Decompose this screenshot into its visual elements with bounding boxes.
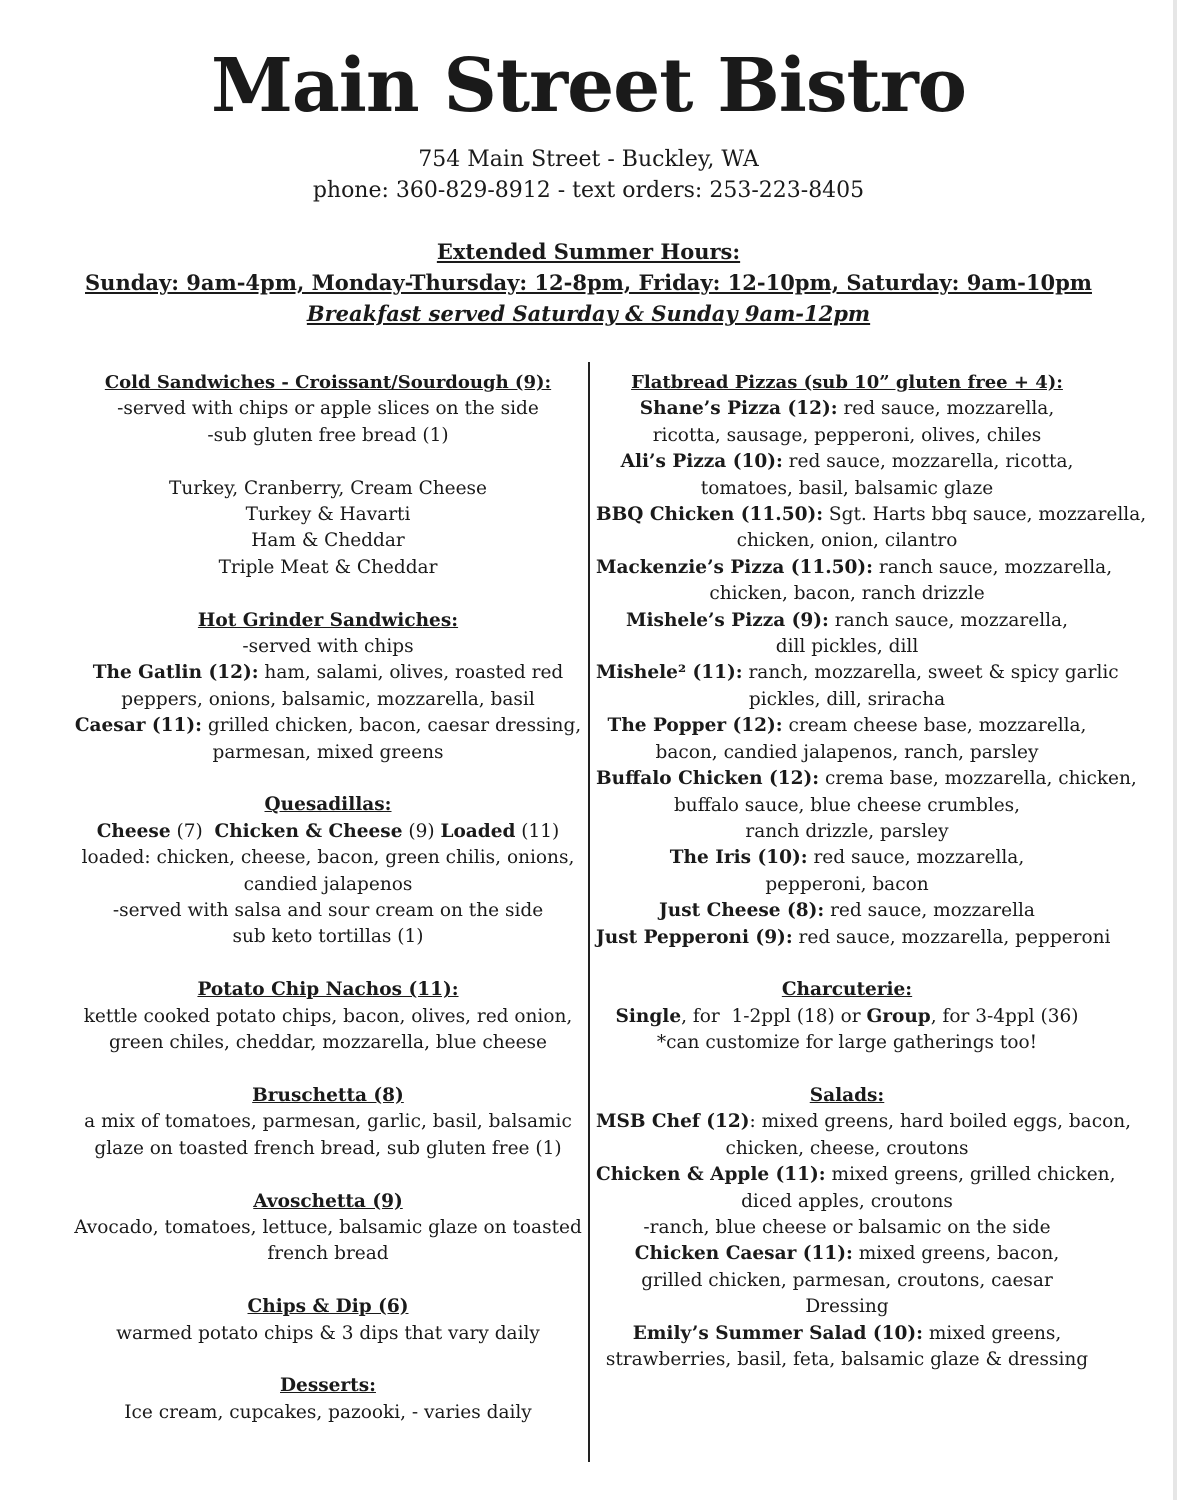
item-desc: , for 1-2ppl (18) or	[681, 1005, 867, 1027]
menu-item	[596, 845, 1098, 871]
avoschetta-section	[70, 1189, 586, 1268]
section-title: Charcuterie:	[781, 979, 913, 1001]
section-title: Desserts:	[280, 1375, 376, 1397]
section-title: Quesadillas:	[264, 794, 392, 816]
item-name: Just Cheese (8):	[659, 900, 825, 922]
item-desc: Ice cream, cupcakes, pazooki, - varies daily	[124, 1401, 532, 1423]
item-desc: : mixed greens, hard boiled eggs, bacon,	[749, 1111, 1131, 1133]
left-column	[70, 370, 586, 1453]
chips-dip-section	[70, 1294, 586, 1347]
breakfast-line: Breakfast served Saturday & Sunday 9am-12pm	[306, 301, 871, 326]
item-desc: chicken, bacon, ranch drizzle	[709, 583, 985, 605]
item-desc: Sgt. Harts bbq sauce, mozzarella,	[823, 504, 1147, 526]
section-title: Bruschetta (8)	[252, 1084, 404, 1106]
quesadillas-section	[70, 792, 586, 950]
menu-item: Ham & Cheddar	[251, 530, 405, 552]
item-desc: , for 3-4ppl (36)	[930, 1005, 1079, 1027]
section-title: Potato Chip Nachos (11):	[197, 979, 459, 1001]
item-desc: ranch drizzle, parsley	[745, 820, 949, 842]
item-desc: grilled chicken, parmesan, croutons, caesar	[641, 1269, 1053, 1291]
cold-sandwiches-section	[70, 370, 586, 581]
item-name: Group	[866, 1005, 931, 1027]
item-desc: red sauce, mozzarella,	[807, 847, 1025, 869]
item-name: The Gatlin (12):	[92, 662, 259, 684]
item-desc: strawberries, basil, feta, balsamic glaze & dressing	[605, 1349, 1089, 1370]
desserts-section	[70, 1373, 586, 1426]
item-desc: chicken, cheese, croutons	[725, 1137, 969, 1159]
item-desc: ranch sauce, mozzarella,	[828, 609, 1068, 631]
restaurant-title: Main Street Bistro	[210, 43, 967, 129]
salads-section	[596, 1083, 1131, 1373]
item-desc: green chiles, cheddar, mozzarella, blue cheese	[109, 1032, 547, 1054]
item-name: Mishele’s Pizza (9):	[626, 609, 829, 631]
menu-item	[70, 660, 586, 686]
item-name: Caesar (11):	[74, 715, 202, 737]
item-desc: bacon, candied jalapenos, ranch, parsley	[655, 741, 1039, 763]
item-name: Shane’s Pizza (12):	[639, 398, 838, 420]
item-desc: red sauce, mozzarella	[824, 900, 1035, 922]
item-name: Cheese	[96, 820, 171, 842]
item-price: (11)	[515, 820, 560, 842]
item-desc: pepperoni, bacon	[765, 873, 929, 895]
item-desc: Dressing	[805, 1296, 889, 1318]
item-name: Buffalo Chicken (12):	[596, 768, 820, 790]
item-name: Chicken & Apple (11):	[596, 1164, 826, 1186]
item-desc: sub keto tortillas (1)	[232, 926, 424, 948]
item-desc: crema base, mozzarella, chicken,	[819, 768, 1137, 790]
item-desc: ricotta, sausage, pepperoni, olives, chiles	[652, 424, 1042, 446]
item-desc: diced apples, croutons	[741, 1190, 953, 1212]
item-desc: ham, salami, olives, roasted red	[258, 662, 564, 684]
item-desc: red sauce, mozzarella,	[837, 398, 1055, 420]
menu-item	[596, 1241, 1098, 1267]
item-desc: red sauce, mozzarella, pepperoni	[792, 926, 1111, 948]
item-desc: ranch, mozzarella, sweet & spicy garlic	[742, 662, 1119, 684]
item-name: Single	[615, 1005, 682, 1027]
menu-item: Turkey, Cranberry, Cream Cheese	[169, 477, 487, 499]
section-title: Chips & Dip (6)	[247, 1296, 409, 1318]
item-desc: red sauce, mozzarella, ricotta,	[782, 451, 1074, 473]
menu-item	[596, 502, 1147, 528]
menu-item	[596, 1109, 1131, 1135]
hours-title: Extended Summer Hours:	[436, 239, 741, 264]
hours-block	[0, 236, 1177, 329]
item-desc: buffalo sauce, blue cheese crumbles,	[673, 794, 1021, 816]
section-title: Avoschetta (9)	[253, 1190, 403, 1212]
item-price: (9)	[402, 820, 441, 842]
flatbread-pizzas-section	[596, 370, 1147, 951]
menu-item	[596, 660, 1119, 686]
item-name: Just Pepperoni (9):	[596, 926, 793, 948]
item-desc: mixed greens, grilled chicken,	[825, 1164, 1116, 1186]
item-desc: warmed potato chips & 3 dips that vary daily	[116, 1322, 540, 1344]
menu-item	[596, 1321, 1098, 1347]
item-desc: -ranch, blue cheese or balsamic on the side	[643, 1216, 1051, 1238]
item-desc: peppers, onions, balsamic, mozzarella, basil	[121, 688, 535, 710]
item-price: (7)	[170, 820, 215, 842]
item-name: Loaded	[440, 820, 516, 842]
item-name: The Iris (10):	[669, 847, 808, 869]
section-title: Hot Grinder Sandwiches:	[197, 609, 459, 631]
item-desc: cream cheese base, mozzarella,	[782, 715, 1087, 737]
menu-item	[70, 713, 586, 739]
item-desc: glaze on toasted french bread, sub gluten free (1)	[94, 1137, 562, 1159]
section-title: Cold Sandwiches - Croissant/Sourdough (9):	[104, 372, 552, 393]
item-desc: mixed greens, bacon,	[852, 1243, 1060, 1265]
item-desc: dill pickles, dill	[775, 636, 919, 658]
right-column	[596, 370, 1147, 1400]
address: 754 Main Street - Buckley, WA	[418, 147, 759, 172]
item-desc: grilled chicken, bacon, caesar dressing,	[201, 715, 582, 737]
item-name: Ali’s Pizza (10):	[620, 451, 783, 473]
menu-item	[70, 819, 586, 845]
charcuterie-section	[596, 977, 1098, 1056]
section-note: -sub gluten free bread (1)	[207, 424, 449, 446]
nachos-section	[70, 977, 586, 1056]
item-desc: a mix of tomatoes, parmesan, garlic, basil, balsamic	[84, 1111, 572, 1133]
item-name: Mackenzie’s Pizza (11.50):	[596, 556, 874, 578]
item-desc: candied jalapenos	[243, 873, 413, 895]
menu-item	[596, 925, 1111, 951]
menu-item: Triple Meat & Cheddar	[218, 556, 438, 578]
item-desc: parmesan, mixed greens	[212, 741, 444, 763]
item-desc: Avocado, tomatoes, lettuce, balsamic glaze on toasted	[74, 1216, 582, 1238]
item-name: Chicken Caesar (11):	[634, 1243, 853, 1265]
item-desc: pickles, dill, sriracha	[748, 688, 946, 710]
section-note: -served with chips	[242, 636, 414, 658]
menu-item	[596, 555, 1113, 581]
menu-header	[0, 38, 1177, 329]
menu-item: Turkey & Havarti	[245, 504, 411, 526]
item-name: Emily’s Summer Salad (10):	[632, 1322, 923, 1344]
menu-item	[596, 766, 1137, 792]
item-name: MSB Chef (12)	[596, 1111, 750, 1133]
item-desc: mixed greens,	[922, 1322, 1062, 1344]
section-title: Salads:	[809, 1084, 885, 1106]
menu-item	[596, 608, 1098, 634]
contact-info	[0, 144, 1177, 206]
item-name: The Popper (12):	[607, 715, 783, 737]
column-divider	[588, 362, 590, 1462]
item-desc: *can customize for large gatherings too!	[656, 1032, 1038, 1054]
menu-item	[596, 1004, 1098, 1030]
item-name: BBQ Chicken (11.50):	[596, 504, 824, 526]
bruschetta-section	[70, 1083, 586, 1162]
menu-item	[596, 713, 1098, 739]
hot-grinder-section	[70, 608, 586, 766]
item-name: Chicken & Cheese	[214, 820, 403, 842]
item-desc: french bread	[267, 1243, 389, 1265]
item-desc: ranch sauce, mozzarella,	[873, 556, 1113, 578]
menu-item	[596, 449, 1098, 475]
section-note: -served with chips or apple slices on the side	[117, 398, 539, 420]
item-desc: loaded: chicken, cheese, bacon, green chilis, onions,	[81, 847, 575, 869]
phone-line: phone: 360-829-8912 - text orders: 253-223-8405	[312, 178, 865, 203]
item-desc: -served with salsa and sour cream on the side	[112, 900, 544, 922]
item-desc: kettle cooked potato chips, bacon, olives, red onion,	[83, 1005, 573, 1027]
item-name: Mishele² (11):	[596, 662, 743, 684]
section-title: Flatbread Pizzas (sub 10” gluten free + 4):	[631, 372, 1063, 393]
item-desc: tomatoes, basil, balsamic glaze	[700, 477, 994, 499]
hours-line: Sunday: 9am-4pm, Monday-Thursday: 12-8pm, Friday: 12-10pm, Saturday: 9am-10pm	[85, 270, 1092, 295]
menu-item	[596, 396, 1098, 422]
item-desc: chicken, onion, cilantro	[736, 530, 958, 552]
menu-item	[596, 898, 1098, 924]
menu-item	[596, 1162, 1116, 1188]
